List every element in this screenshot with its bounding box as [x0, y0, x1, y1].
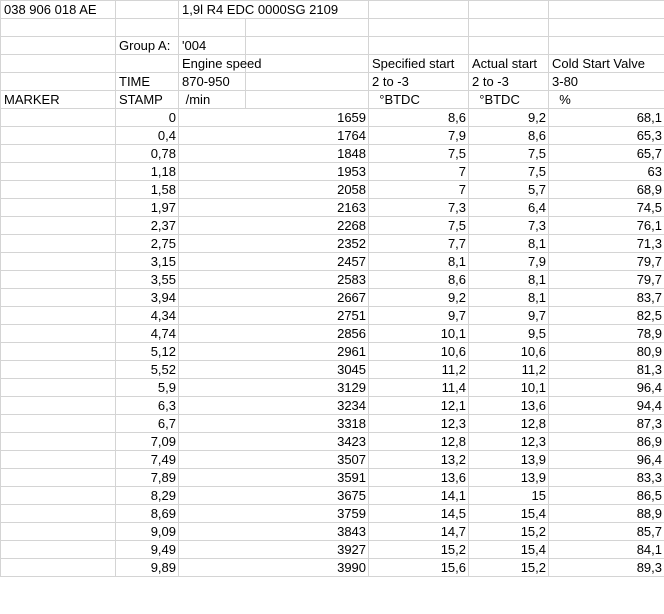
- actual-start-cell[interactable]: 13,6: [469, 397, 549, 415]
- time-stamp-cell[interactable]: 9,49: [116, 541, 179, 559]
- cold-start-valve-cell[interactable]: 83,7: [549, 289, 664, 307]
- cold-start-valve-cell[interactable]: 71,3: [549, 235, 664, 253]
- actual-start-cell[interactable]: 13,9: [469, 451, 549, 469]
- sheet-cell[interactable]: [1, 145, 116, 163]
- cold-start-valve-cell[interactable]: 85,7: [549, 523, 664, 541]
- sheet-cell[interactable]: [1, 541, 116, 559]
- engine-speed-cell[interactable]: 3129: [179, 379, 369, 397]
- actual-start-cell[interactable]: 7,3: [469, 217, 549, 235]
- actual-start-cell[interactable]: 8,6: [469, 127, 549, 145]
- engine-speed-cell[interactable]: 1764: [179, 127, 369, 145]
- cold-start-valve-cell[interactable]: 63: [549, 163, 664, 181]
- actual-start-cell[interactable]: 7,5: [469, 163, 549, 181]
- specified-start-cell[interactable]: 14,7: [369, 523, 469, 541]
- table-row: [1, 451, 664, 469]
- specified-start-unit[interactable]: °BTDC: [369, 91, 469, 109]
- engine-speed-unit[interactable]: /min: [179, 91, 246, 109]
- time-stamp-cell[interactable]: 7,89: [116, 469, 179, 487]
- specified-start-cell[interactable]: 14,5: [369, 505, 469, 523]
- actual-start-cell[interactable]: 15,2: [469, 559, 549, 577]
- sheet-cell[interactable]: [116, 1, 179, 19]
- engine-speed-cell[interactable]: 1848: [179, 145, 369, 163]
- actual-start-cell[interactable]: 8,1: [469, 271, 549, 289]
- table-row: [1, 289, 664, 307]
- table-row: [1, 523, 664, 541]
- specified-start-cell[interactable]: 11,4: [369, 379, 469, 397]
- specified-start-cell[interactable]: 8,1: [369, 253, 469, 271]
- specified-start-cell[interactable]: 9,2: [369, 289, 469, 307]
- time-stamp-cell[interactable]: 6,3: [116, 397, 179, 415]
- cold-start-valve-cell[interactable]: 96,4: [549, 451, 664, 469]
- table-row: [1, 469, 664, 487]
- sheet-row: [1, 91, 664, 109]
- actual-start-cell[interactable]: 12,3: [469, 433, 549, 451]
- group-value-cell[interactable]: '004: [179, 37, 246, 55]
- sheet-cell[interactable]: [246, 91, 369, 109]
- sheet-cell[interactable]: [246, 19, 369, 37]
- engine-speed-cell[interactable]: 3591: [179, 469, 369, 487]
- actual-start-cell[interactable]: 15,4: [469, 541, 549, 559]
- sheet-cell[interactable]: [1, 181, 116, 199]
- sheet-cell[interactable]: [1, 163, 116, 181]
- specified-start-cell[interactable]: 7,7: [369, 235, 469, 253]
- sheet-cell[interactable]: [1, 217, 116, 235]
- sheet-cell[interactable]: [549, 1, 664, 19]
- specified-start-cell[interactable]: 10,6: [369, 343, 469, 361]
- actual-start-range[interactable]: 2 to -3: [469, 73, 549, 91]
- engine-speed-cell[interactable]: 1659: [179, 109, 369, 127]
- table-row: [1, 343, 664, 361]
- cold-start-valve-cell[interactable]: 80,9: [549, 343, 664, 361]
- sheet-cell[interactable]: [369, 37, 469, 55]
- actual-start-cell[interactable]: 9,2: [469, 109, 549, 127]
- time-stamp-cell[interactable]: 4,34: [116, 307, 179, 325]
- table-row: [1, 397, 664, 415]
- sheet-cell[interactable]: [1, 253, 116, 271]
- sheet-cell[interactable]: [469, 19, 549, 37]
- actual-start-cell[interactable]: 8,1: [469, 289, 549, 307]
- sheet-cell[interactable]: [469, 1, 549, 19]
- sheet-cell[interactable]: [1, 487, 116, 505]
- table-row: [1, 235, 664, 253]
- sheet-cell[interactable]: [246, 55, 369, 73]
- time-stamp-cell[interactable]: 3,94: [116, 289, 179, 307]
- time-stamp-cell[interactable]: 0,4: [116, 127, 179, 145]
- ecu-info-cell[interactable]: 1,9l R4 EDC 0000SG 2109: [179, 1, 369, 19]
- marker-header[interactable]: MARKER: [1, 91, 116, 109]
- time-stamp-cell[interactable]: 1,58: [116, 181, 179, 199]
- specified-start-cell[interactable]: 7,5: [369, 217, 469, 235]
- time-stamp-cell[interactable]: 1,18: [116, 163, 179, 181]
- sheet-cell[interactable]: [1, 19, 116, 37]
- time-stamp-cell[interactable]: 8,29: [116, 487, 179, 505]
- specified-start-cell[interactable]: 9,7: [369, 307, 469, 325]
- actual-start-cell[interactable]: 6,4: [469, 199, 549, 217]
- cold-start-valve-cell[interactable]: 65,3: [549, 127, 664, 145]
- engine-speed-cell[interactable]: 3759: [179, 505, 369, 523]
- sheet-cell[interactable]: [1, 37, 116, 55]
- engine-speed-cell[interactable]: 3675: [179, 487, 369, 505]
- actual-start-cell[interactable]: 10,1: [469, 379, 549, 397]
- engine-speed-cell[interactable]: 2751: [179, 307, 369, 325]
- engine-speed-cell[interactable]: 3423: [179, 433, 369, 451]
- actual-start-cell[interactable]: 5,7: [469, 181, 549, 199]
- specified-start-cell[interactable]: 7: [369, 163, 469, 181]
- specified-start-cell[interactable]: 13,6: [369, 469, 469, 487]
- sheet-row: [1, 73, 664, 91]
- sheet-cell[interactable]: [1, 523, 116, 541]
- sheet-cell[interactable]: [1, 55, 116, 73]
- time-stamp-cell[interactable]: 2,75: [116, 235, 179, 253]
- sheet-cell[interactable]: [1, 73, 116, 91]
- sheet-cell[interactable]: [246, 37, 369, 55]
- specified-start-cell[interactable]: 7,5: [369, 145, 469, 163]
- specified-start-cell[interactable]: 12,8: [369, 433, 469, 451]
- sheet-cell[interactable]: [1, 451, 116, 469]
- sheet-cell[interactable]: [1, 397, 116, 415]
- actual-start-cell[interactable]: 10,6: [469, 343, 549, 361]
- time-stamp-cell[interactable]: 9,09: [116, 523, 179, 541]
- cold-start-valve-cell[interactable]: 82,5: [549, 307, 664, 325]
- cold-start-valve-cell[interactable]: 78,9: [549, 325, 664, 343]
- table-row: [1, 217, 664, 235]
- engine-speed-cell[interactable]: 2058: [179, 181, 369, 199]
- cold-start-valve-range[interactable]: 3-80: [549, 73, 664, 91]
- specified-start-cell[interactable]: 7,3: [369, 199, 469, 217]
- specified-start-range[interactable]: 2 to -3: [369, 73, 469, 91]
- cold-start-valve-cell[interactable]: 88,9: [549, 505, 664, 523]
- table-row: [1, 559, 664, 577]
- engine-speed-range[interactable]: 870-950: [179, 73, 246, 91]
- table-row: [1, 433, 664, 451]
- cold-start-valve-cell[interactable]: 84,1: [549, 541, 664, 559]
- sheet-cell[interactable]: [116, 19, 179, 37]
- engine-speed-cell[interactable]: 3318: [179, 415, 369, 433]
- engine-speed-cell[interactable]: 2352: [179, 235, 369, 253]
- actual-start-cell[interactable]: 8,1: [469, 235, 549, 253]
- specified-start-cell[interactable]: 11,2: [369, 361, 469, 379]
- table-row: [1, 181, 664, 199]
- table-row: [1, 487, 664, 505]
- sheet-cell[interactable]: [549, 37, 664, 55]
- cold-start-valve-cell[interactable]: 94,4: [549, 397, 664, 415]
- sheet-cell[interactable]: [1, 433, 116, 451]
- cold-start-valve-cell[interactable]: 65,7: [549, 145, 664, 163]
- sheet-cell[interactable]: [1, 235, 116, 253]
- time-stamp-cell[interactable]: 3,15: [116, 253, 179, 271]
- sheet-cell[interactable]: [246, 73, 369, 91]
- cold-start-valve-cell[interactable]: 68,9: [549, 181, 664, 199]
- cold-start-valve-cell[interactable]: 83,3: [549, 469, 664, 487]
- sheet-cell[interactable]: [1, 361, 116, 379]
- sheet-cell[interactable]: [1, 271, 116, 289]
- engine-speed-cell[interactable]: 2856: [179, 325, 369, 343]
- actual-start-unit[interactable]: °BTDC: [469, 91, 549, 109]
- engine-speed-cell[interactable]: 1953: [179, 163, 369, 181]
- cold-start-valve-header[interactable]: Cold Start Valve: [549, 55, 664, 73]
- time-stamp-cell[interactable]: 8,69: [116, 505, 179, 523]
- sheet-cell[interactable]: [1, 307, 116, 325]
- table-row: [1, 307, 664, 325]
- engine-speed-cell[interactable]: 2961: [179, 343, 369, 361]
- sheet-cell[interactable]: [369, 1, 469, 19]
- actual-start-cell[interactable]: 15: [469, 487, 549, 505]
- sheet-cell[interactable]: [1, 469, 116, 487]
- engine-speed-cell[interactable]: 2163: [179, 199, 369, 217]
- time-stamp-cell[interactable]: 2,37: [116, 217, 179, 235]
- time-stamp-cell[interactable]: 4,74: [116, 325, 179, 343]
- sheet-cell[interactable]: [179, 19, 246, 37]
- time-stamp-cell[interactable]: 0,78: [116, 145, 179, 163]
- engine-speed-cell[interactable]: 3843: [179, 523, 369, 541]
- time-stamp-cell[interactable]: 5,12: [116, 343, 179, 361]
- engine-speed-cell[interactable]: 2268: [179, 217, 369, 235]
- group-label-cell[interactable]: Group A:: [116, 37, 179, 55]
- actual-start-cell[interactable]: 7,5: [469, 145, 549, 163]
- specified-start-cell[interactable]: 7: [369, 181, 469, 199]
- time-stamp-cell[interactable]: 9,89: [116, 559, 179, 577]
- specified-start-cell[interactable]: 14,1: [369, 487, 469, 505]
- sheet-cell[interactable]: [1, 109, 116, 127]
- specified-start-cell[interactable]: 12,1: [369, 397, 469, 415]
- specified-start-header[interactable]: Specified start: [369, 55, 469, 73]
- cold-start-valve-cell[interactable]: 79,7: [549, 271, 664, 289]
- actual-start-cell[interactable]: 15,4: [469, 505, 549, 523]
- engine-speed-cell[interactable]: 2583: [179, 271, 369, 289]
- cold-start-valve-unit[interactable]: %: [549, 91, 664, 109]
- engine-speed-cell[interactable]: 3234: [179, 397, 369, 415]
- actual-start-cell[interactable]: 15,2: [469, 523, 549, 541]
- table-row: [1, 145, 664, 163]
- table-row: [1, 541, 664, 559]
- sheet-row: [1, 1, 664, 19]
- cold-start-valve-cell[interactable]: 74,5: [549, 199, 664, 217]
- sheet-cell[interactable]: [1, 343, 116, 361]
- cold-start-valve-cell[interactable]: 76,1: [549, 217, 664, 235]
- table-row: [1, 109, 664, 127]
- engine-speed-cell[interactable]: 2667: [179, 289, 369, 307]
- table-row: [1, 199, 664, 217]
- specified-start-cell[interactable]: 7,9: [369, 127, 469, 145]
- specified-start-cell[interactable]: 10,1: [369, 325, 469, 343]
- engine-speed-cell[interactable]: 3990: [179, 559, 369, 577]
- sheet-row: [1, 19, 664, 37]
- time-stamp-cell[interactable]: 7,49: [116, 451, 179, 469]
- cold-start-valve-cell[interactable]: 81,3: [549, 361, 664, 379]
- engine-speed-cell[interactable]: 3507: [179, 451, 369, 469]
- time-stamp-cell[interactable]: 1,97: [116, 199, 179, 217]
- actual-start-header[interactable]: Actual start: [469, 55, 549, 73]
- cold-start-valve-cell[interactable]: 96,4: [549, 379, 664, 397]
- sheet-cell[interactable]: [1, 505, 116, 523]
- table-row: [1, 415, 664, 433]
- table-row: [1, 253, 664, 271]
- cold-start-valve-cell[interactable]: 86,9: [549, 433, 664, 451]
- sheet-cell[interactable]: [469, 37, 549, 55]
- engine-speed-header[interactable]: Engine speed: [179, 55, 246, 73]
- engine-speed-cell[interactable]: 3927: [179, 541, 369, 559]
- table-row: [1, 379, 664, 397]
- sheet-cell[interactable]: [1, 415, 116, 433]
- table-row: [1, 505, 664, 523]
- specified-start-cell[interactable]: 8,6: [369, 109, 469, 127]
- time-stamp-cell[interactable]: 6,7: [116, 415, 179, 433]
- specified-start-cell[interactable]: 15,6: [369, 559, 469, 577]
- stamp-header[interactable]: STAMP: [116, 91, 179, 109]
- sheet-cell[interactable]: [1, 325, 116, 343]
- time-header[interactable]: TIME: [116, 73, 179, 91]
- sheet-cell[interactable]: [1, 289, 116, 307]
- specified-start-cell[interactable]: 8,6: [369, 271, 469, 289]
- sheet-cell[interactable]: [369, 19, 469, 37]
- table-row: [1, 271, 664, 289]
- table-row: [1, 163, 664, 181]
- engine-speed-cell[interactable]: 3045: [179, 361, 369, 379]
- table-row: [1, 127, 664, 145]
- cold-start-valve-cell[interactable]: 68,1: [549, 109, 664, 127]
- actual-start-cell[interactable]: 13,9: [469, 469, 549, 487]
- sheet-row: [1, 55, 664, 73]
- actual-start-cell[interactable]: 12,8: [469, 415, 549, 433]
- time-stamp-cell[interactable]: 3,55: [116, 271, 179, 289]
- cold-start-valve-cell[interactable]: 79,7: [549, 253, 664, 271]
- part-number-cell[interactable]: 038 906 018 AE: [1, 1, 116, 19]
- time-stamp-cell[interactable]: 5,52: [116, 361, 179, 379]
- actual-start-cell[interactable]: 7,9: [469, 253, 549, 271]
- specified-start-cell[interactable]: 15,2: [369, 541, 469, 559]
- cold-start-valve-cell[interactable]: 87,3: [549, 415, 664, 433]
- sheet-cell[interactable]: [116, 55, 179, 73]
- table-row: [1, 325, 664, 343]
- time-stamp-cell[interactable]: 0: [116, 109, 179, 127]
- time-stamp-cell[interactable]: 5,9: [116, 379, 179, 397]
- cold-start-valve-cell[interactable]: 86,5: [549, 487, 664, 505]
- sheet-cell[interactable]: [549, 19, 664, 37]
- time-stamp-cell[interactable]: 7,09: [116, 433, 179, 451]
- cold-start-valve-cell[interactable]: 89,3: [549, 559, 664, 577]
- actual-start-cell[interactable]: 9,7: [469, 307, 549, 325]
- sheet-cell[interactable]: [1, 559, 116, 577]
- specified-start-cell[interactable]: 12,3: [369, 415, 469, 433]
- sheet-cell[interactable]: [1, 379, 116, 397]
- actual-start-cell[interactable]: 11,2: [469, 361, 549, 379]
- sheet-cell[interactable]: [1, 199, 116, 217]
- actual-start-cell[interactable]: 9,5: [469, 325, 549, 343]
- engine-speed-cell[interactable]: 2457: [179, 253, 369, 271]
- sheet-row: [1, 37, 664, 55]
- sheet-cell[interactable]: [1, 127, 116, 145]
- specified-start-cell[interactable]: 13,2: [369, 451, 469, 469]
- table-row: [1, 361, 664, 379]
